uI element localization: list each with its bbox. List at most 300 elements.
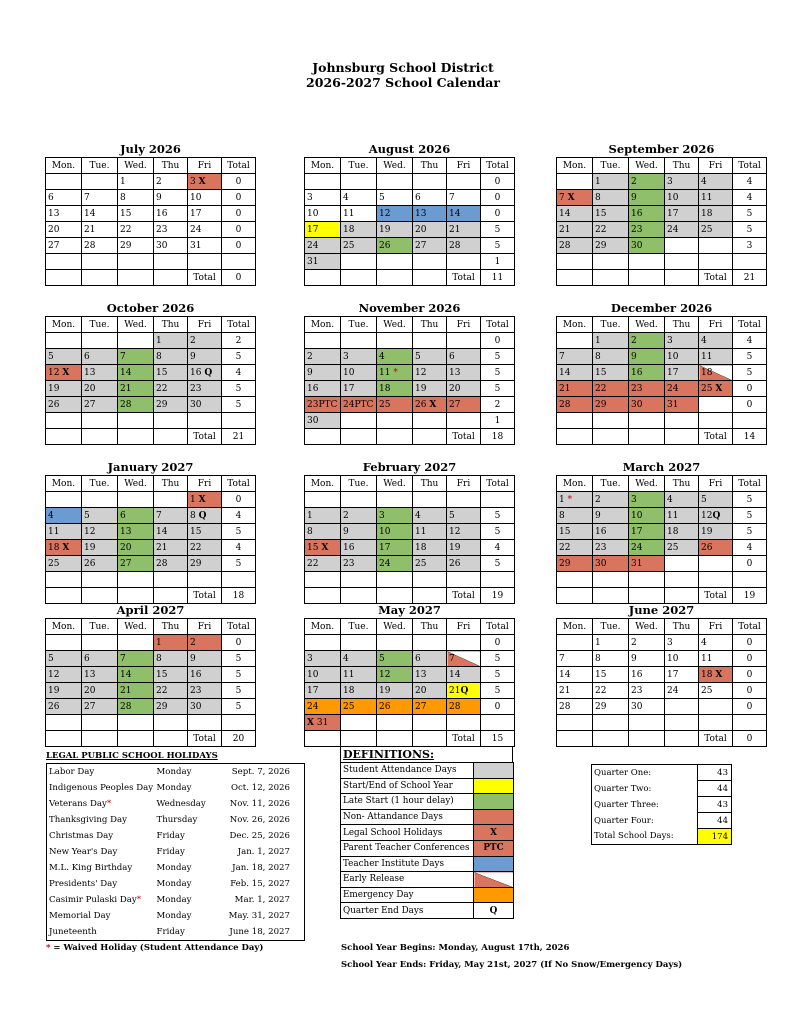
day-cell — [447, 492, 481, 508]
definition-row — [341, 903, 514, 919]
week-row — [557, 524, 767, 540]
day-cell — [699, 715, 733, 731]
day-cell — [341, 174, 377, 190]
week-row — [46, 174, 256, 190]
day-cell — [188, 715, 222, 731]
quarter-value: 43 — [698, 765, 732, 781]
day-cell: 28 — [447, 699, 481, 715]
month-total-label: Total — [188, 731, 222, 747]
day-cell: 28 — [82, 238, 118, 254]
day-cell: 9 — [154, 190, 188, 206]
day-cell: 21 — [557, 381, 593, 397]
holiday-row — [47, 892, 305, 908]
week-total: 0 — [733, 556, 767, 572]
week-row — [46, 397, 256, 413]
holiday-weekday: Friday — [156, 847, 185, 857]
week-total: 4 — [733, 174, 767, 190]
day-cell: 11 — [699, 190, 733, 206]
day-cell: 13 — [413, 667, 447, 683]
week-total — [733, 413, 767, 429]
week-total: 5 — [222, 381, 256, 397]
day-cell — [377, 715, 413, 731]
day-cell — [447, 333, 481, 349]
holiday-date: Sept. 7, 2026 — [231, 767, 290, 777]
day-cell: 12 — [413, 365, 447, 381]
day-cell: 22 — [593, 683, 629, 699]
day-cell — [82, 572, 118, 588]
week-row — [46, 572, 256, 588]
day-cell: 29 — [557, 556, 593, 572]
day-cell: 8 — [593, 190, 629, 206]
day-cell: 6 — [118, 508, 154, 524]
week-total: 5 — [481, 222, 515, 238]
day-cell: 5 — [447, 508, 481, 524]
week-row — [305, 508, 515, 524]
weekday-header: Fri — [447, 317, 481, 333]
week-total: 0 — [733, 651, 767, 667]
definition-label: Student Attendance Days — [341, 763, 474, 779]
week-row — [46, 715, 256, 731]
week-total — [481, 492, 515, 508]
day-cell — [46, 635, 82, 651]
district-title: Johnsburg School District — [312, 60, 494, 75]
day-cell — [305, 572, 341, 588]
empty-cell — [82, 588, 118, 604]
quarter-row — [592, 765, 732, 781]
empty-cell — [413, 429, 447, 445]
day-cell: 3 X — [188, 174, 222, 190]
day-cell: 23 — [629, 683, 665, 699]
day-cell: 1 — [593, 635, 629, 651]
week-total: 5 — [481, 667, 515, 683]
empty-cell — [377, 429, 413, 445]
month-name: May 2027 — [378, 603, 441, 617]
holiday-weekday: Wednesday — [156, 799, 206, 809]
day-cell: 27 — [413, 699, 447, 715]
month-total-label: Total — [699, 588, 733, 604]
day-cell: 18 X — [699, 667, 733, 683]
weekday-header: Total — [222, 476, 256, 492]
day-cell — [377, 492, 413, 508]
day-cell: 2 — [305, 349, 341, 365]
holiday-row — [47, 780, 305, 796]
definition-row — [341, 887, 514, 903]
day-cell: 3 — [305, 651, 341, 667]
day-cell: 14 — [557, 667, 593, 683]
day-cell: 26 — [699, 540, 733, 556]
empty-cell — [341, 588, 377, 604]
day-cell: 2 — [188, 333, 222, 349]
day-cell: 12 — [447, 524, 481, 540]
week-total: 0 — [481, 699, 515, 715]
day-cell: 15 — [118, 206, 154, 222]
weekday-header: Fri — [447, 619, 481, 635]
empty-cell — [341, 731, 377, 747]
week-row — [305, 349, 515, 365]
day-cell: 17 — [665, 206, 699, 222]
empty-cell — [557, 270, 593, 286]
day-cell: 25 — [46, 556, 82, 572]
day-cell: 25 X — [699, 381, 733, 397]
definition-label: Parent Teacher Conferences — [341, 840, 474, 856]
day-cell: 9 — [188, 349, 222, 365]
weekday-header: Total — [481, 317, 515, 333]
weekday-header: Tue. — [341, 317, 377, 333]
day-cell: 3 — [665, 174, 699, 190]
day-cell — [413, 333, 447, 349]
day-cell: 21 — [118, 381, 154, 397]
week-row — [305, 413, 515, 429]
month-table — [556, 475, 767, 604]
week-row — [46, 667, 256, 683]
day-cell: 26 — [377, 238, 413, 254]
day-cell: 29 — [154, 397, 188, 413]
week-row — [557, 540, 767, 556]
week-row — [46, 381, 256, 397]
definitions-section — [340, 746, 513, 919]
day-cell: 10 — [188, 190, 222, 206]
day-cell — [593, 413, 629, 429]
day-cell: 25 — [341, 238, 377, 254]
day-cell: 1 — [305, 508, 341, 524]
week-row — [46, 222, 256, 238]
definition-row — [341, 778, 514, 794]
day-cell: 14 — [82, 206, 118, 222]
day-cell: 9 — [629, 651, 665, 667]
holiday-date: Dec. 25, 2026 — [229, 831, 290, 841]
holidays-title: LEGAL PUBLIC SCHOOL HOLIDAYS — [46, 751, 218, 761]
day-cell — [629, 413, 665, 429]
definition-row — [341, 825, 514, 841]
day-cell: 13 — [46, 206, 82, 222]
week-total: 0 — [222, 492, 256, 508]
day-cell — [557, 635, 593, 651]
day-cell: 29 — [593, 699, 629, 715]
day-cell: 20 — [413, 683, 447, 699]
day-cell — [447, 572, 481, 588]
day-cell: 15 — [557, 524, 593, 540]
week-total — [481, 572, 515, 588]
day-cell: 29 — [154, 699, 188, 715]
weekday-header: Fri — [699, 158, 733, 174]
day-cell — [413, 635, 447, 651]
month-9 — [45, 603, 256, 747]
week-row — [305, 222, 515, 238]
weekday-header: Mon. — [46, 317, 82, 333]
day-cell: 19 — [46, 381, 82, 397]
week-total: 0 — [733, 699, 767, 715]
day-cell: 14 — [118, 365, 154, 381]
weekday-header: Mon. — [557, 317, 593, 333]
day-cell — [118, 254, 154, 270]
day-cell — [413, 174, 447, 190]
week-total: 4 — [222, 540, 256, 556]
day-cell: 20 — [413, 222, 447, 238]
week-total: 5 — [222, 524, 256, 540]
day-cell: 24 — [665, 683, 699, 699]
month-table — [304, 157, 515, 286]
month-7 — [304, 460, 515, 604]
week-total: 5 — [733, 222, 767, 238]
week-total: 0 — [733, 397, 767, 413]
month-table — [556, 316, 767, 445]
weekday-header: Thu — [154, 619, 188, 635]
week-row — [305, 651, 515, 667]
day-cell: 2 — [188, 635, 222, 651]
definition-row — [341, 856, 514, 872]
holiday-name: Labor Day — [49, 767, 95, 777]
weekday-header: Total — [481, 158, 515, 174]
holiday-row — [47, 860, 305, 876]
weekday-header: Total — [222, 158, 256, 174]
week-total: 5 — [222, 349, 256, 365]
empty-cell — [82, 270, 118, 286]
day-cell — [305, 174, 341, 190]
week-row — [46, 635, 256, 651]
month-name: July 2026 — [120, 142, 181, 156]
day-cell: 18 — [699, 206, 733, 222]
week-row — [305, 365, 515, 381]
week-total: 0 — [481, 206, 515, 222]
empty-cell — [629, 731, 665, 747]
week-row — [46, 349, 256, 365]
day-cell: 14 — [118, 667, 154, 683]
day-cell: 30 — [629, 699, 665, 715]
day-cell: 22 — [593, 381, 629, 397]
week-total: 5 — [481, 556, 515, 572]
weekday-header: Tue. — [341, 476, 377, 492]
day-cell — [118, 492, 154, 508]
holiday-row — [47, 796, 305, 812]
quarter-label: Quarter Three: — [592, 797, 698, 813]
month-total-value: 0 — [222, 270, 256, 286]
day-cell: 29 — [593, 397, 629, 413]
day-cell: 20 — [447, 381, 481, 397]
day-cell: 25 — [341, 699, 377, 715]
day-cell: 11 — [413, 524, 447, 540]
day-cell: 22 — [305, 556, 341, 572]
weekday-header: Total — [222, 317, 256, 333]
day-cell: 21 — [447, 222, 481, 238]
day-cell: 23 — [629, 222, 665, 238]
day-cell: 31 — [665, 397, 699, 413]
day-cell: 28 — [447, 238, 481, 254]
empty-cell — [629, 270, 665, 286]
day-cell: 25 — [377, 397, 413, 413]
holiday-weekday: Friday — [156, 831, 185, 841]
week-row — [305, 667, 515, 683]
day-cell: 31 — [305, 254, 341, 270]
week-total: 5 — [222, 667, 256, 683]
week-row — [557, 238, 767, 254]
month-total-value: 14 — [733, 429, 767, 445]
day-cell — [665, 699, 699, 715]
week-total: 4 — [222, 365, 256, 381]
day-cell: 4 — [665, 492, 699, 508]
day-cell: 23 — [188, 381, 222, 397]
day-cell: 23 — [629, 381, 665, 397]
empty-cell — [629, 588, 665, 604]
week-total: 5 — [733, 524, 767, 540]
week-total: 0 — [481, 635, 515, 651]
week-row — [305, 397, 515, 413]
empty-cell — [118, 270, 154, 286]
month-total-label: Total — [188, 270, 222, 286]
day-cell: 18 — [341, 222, 377, 238]
week-total: 1 — [481, 413, 515, 429]
holiday-weekday: Monday — [156, 911, 192, 921]
holiday-weekday: Monday — [156, 767, 192, 777]
empty-cell — [593, 270, 629, 286]
week-row — [305, 174, 515, 190]
day-cell: 13 — [118, 524, 154, 540]
day-cell: 17 — [665, 365, 699, 381]
week-total: 0 — [481, 333, 515, 349]
week-row — [305, 635, 515, 651]
day-cell: 1 — [118, 174, 154, 190]
day-cell — [46, 715, 82, 731]
empty-cell — [413, 731, 447, 747]
day-cell — [629, 572, 665, 588]
day-cell — [447, 254, 481, 270]
week-row — [305, 524, 515, 540]
weekday-header: Thu — [413, 158, 447, 174]
week-total — [733, 715, 767, 731]
holiday-name: Indigenous Peoples Day — [49, 783, 154, 793]
week-total: 5 — [222, 651, 256, 667]
day-cell — [447, 715, 481, 731]
day-cell: 7 — [557, 349, 593, 365]
week-total: 5 — [222, 556, 256, 572]
holiday-name: Casimir Pulaski Day* — [49, 895, 142, 905]
empty-cell — [46, 270, 82, 286]
definitions-title: DEFINITIONS: — [340, 746, 513, 762]
definition-row — [341, 840, 514, 856]
day-cell: 6 — [447, 349, 481, 365]
day-cell: 9 — [188, 651, 222, 667]
holiday-date: Oct. 12, 2026 — [230, 783, 290, 793]
week-total — [733, 572, 767, 588]
empty-cell — [305, 588, 341, 604]
day-cell: 29 — [188, 556, 222, 572]
day-cell: 13 — [447, 365, 481, 381]
day-cell: 10 — [377, 524, 413, 540]
day-cell: 10 — [341, 365, 377, 381]
month-table — [556, 157, 767, 286]
month-total-label: Total — [188, 429, 222, 445]
day-cell: 21 — [154, 540, 188, 556]
day-cell: 16 — [154, 206, 188, 222]
week-total: 5 — [733, 206, 767, 222]
week-row — [305, 540, 515, 556]
week-row — [305, 333, 515, 349]
week-row — [305, 206, 515, 222]
empty-cell — [341, 270, 377, 286]
weekday-header: Mon. — [46, 158, 82, 174]
quarter-label: Quarter Four: — [592, 813, 698, 829]
day-cell — [82, 254, 118, 270]
weekday-header: Tue. — [341, 158, 377, 174]
week-row — [305, 715, 515, 731]
holiday-date: Feb. 15, 2027 — [230, 879, 290, 889]
day-cell: 26 — [377, 699, 413, 715]
empty-cell — [557, 731, 593, 747]
weekday-header: Tue. — [593, 476, 629, 492]
empty-cell — [118, 731, 154, 747]
week-row — [557, 699, 767, 715]
definition-row — [341, 872, 514, 888]
definition-swatch: X — [474, 825, 514, 841]
weekday-header: Mon. — [305, 317, 341, 333]
day-cell — [377, 635, 413, 651]
definitions-table — [340, 762, 514, 919]
month-total-value: 21 — [222, 429, 256, 445]
day-cell: 29 — [118, 238, 154, 254]
day-cell — [305, 333, 341, 349]
weekday-header: Total — [481, 619, 515, 635]
quarter-table — [591, 764, 732, 845]
day-cell: 8 — [154, 349, 188, 365]
holiday-date: Nov. 11, 2026 — [229, 799, 290, 809]
definition-swatch — [474, 887, 514, 903]
week-total: 5 — [222, 683, 256, 699]
week-row — [305, 683, 515, 699]
day-cell — [557, 413, 593, 429]
week-total: 5 — [481, 238, 515, 254]
month-10 — [304, 603, 515, 747]
day-cell — [154, 492, 188, 508]
weekday-header: Thu — [665, 619, 699, 635]
month-name: February 2027 — [362, 460, 457, 474]
day-cell: 24 — [377, 556, 413, 572]
month-name: November 2026 — [358, 301, 461, 315]
day-cell — [699, 254, 733, 270]
day-cell — [46, 254, 82, 270]
waived-text: = Waived Holiday (Student Attendance Day) — [50, 943, 264, 953]
day-cell: 19 — [46, 683, 82, 699]
day-cell — [665, 715, 699, 731]
week-total: 5 — [481, 508, 515, 524]
month-total-value: 20 — [222, 731, 256, 747]
day-cell — [305, 492, 341, 508]
day-cell: 7 — [118, 349, 154, 365]
month-5 — [556, 301, 767, 445]
weekday-header: Tue. — [82, 158, 118, 174]
week-total: 4 — [481, 540, 515, 556]
day-cell — [447, 174, 481, 190]
day-cell — [665, 238, 699, 254]
day-cell: 16 — [341, 540, 377, 556]
day-cell: 5 — [377, 190, 413, 206]
month-total-label: Total — [447, 270, 481, 286]
day-cell: 23 — [593, 540, 629, 556]
day-cell: 1 — [154, 635, 188, 651]
day-cell: 15 X — [305, 540, 341, 556]
week-total — [222, 572, 256, 588]
empty-cell — [305, 270, 341, 286]
empty-cell — [593, 731, 629, 747]
day-cell — [557, 572, 593, 588]
day-cell — [188, 254, 222, 270]
day-cell: 12Q — [699, 508, 733, 524]
week-row — [46, 699, 256, 715]
week-row — [46, 254, 256, 270]
day-cell: 2 — [341, 508, 377, 524]
day-cell: 8 Q — [188, 508, 222, 524]
day-cell: 4 — [699, 635, 733, 651]
weekday-header: Fri — [699, 619, 733, 635]
empty-cell — [118, 588, 154, 604]
